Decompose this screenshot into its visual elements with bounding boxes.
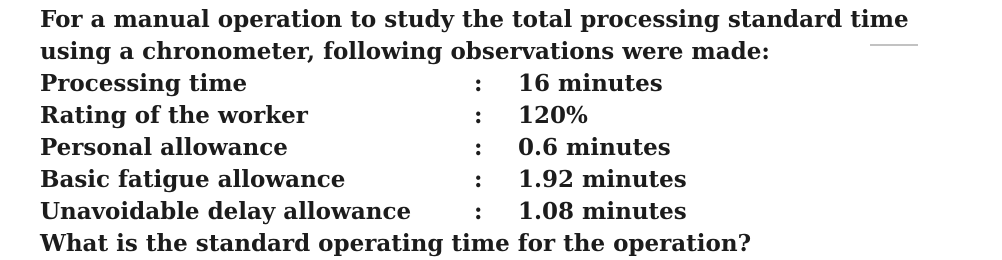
observation-label: Rating of the worker <box>40 102 308 129</box>
observation-value: 16 minutes <box>518 70 663 97</box>
observation-label: Personal allowance <box>40 134 288 161</box>
observation-value: 1.92 minutes <box>518 166 687 193</box>
observation-label: Unavoidable delay allowance <box>40 198 412 225</box>
observation-label: Basic fatigue allowance <box>40 166 346 193</box>
observation-separator: : <box>474 102 483 129</box>
intro-line-1: For a manual operation to study the total processing standard time <box>40 6 909 33</box>
observation-value: 0.6 minutes <box>518 134 671 161</box>
problem-text <box>40 4 995 260</box>
observation-label: Processing time <box>40 70 248 97</box>
observation-value: 120% <box>518 102 588 129</box>
observation-value: 1.08 minutes <box>518 198 687 225</box>
observation-separator: : <box>474 70 483 97</box>
observation-separator: : <box>474 166 483 193</box>
observation-row <box>40 132 995 164</box>
observation-row <box>40 196 995 228</box>
intro-line-2: using a chronometer, following observations were made: <box>40 38 770 65</box>
scan-mark <box>870 44 918 46</box>
observation-row <box>40 164 995 196</box>
observation-row <box>40 68 995 100</box>
observation-row <box>40 100 995 132</box>
observation-separator: : <box>474 134 483 161</box>
question-line: What is the standard operating time for the operation? <box>40 230 752 257</box>
observation-separator: : <box>474 198 483 225</box>
